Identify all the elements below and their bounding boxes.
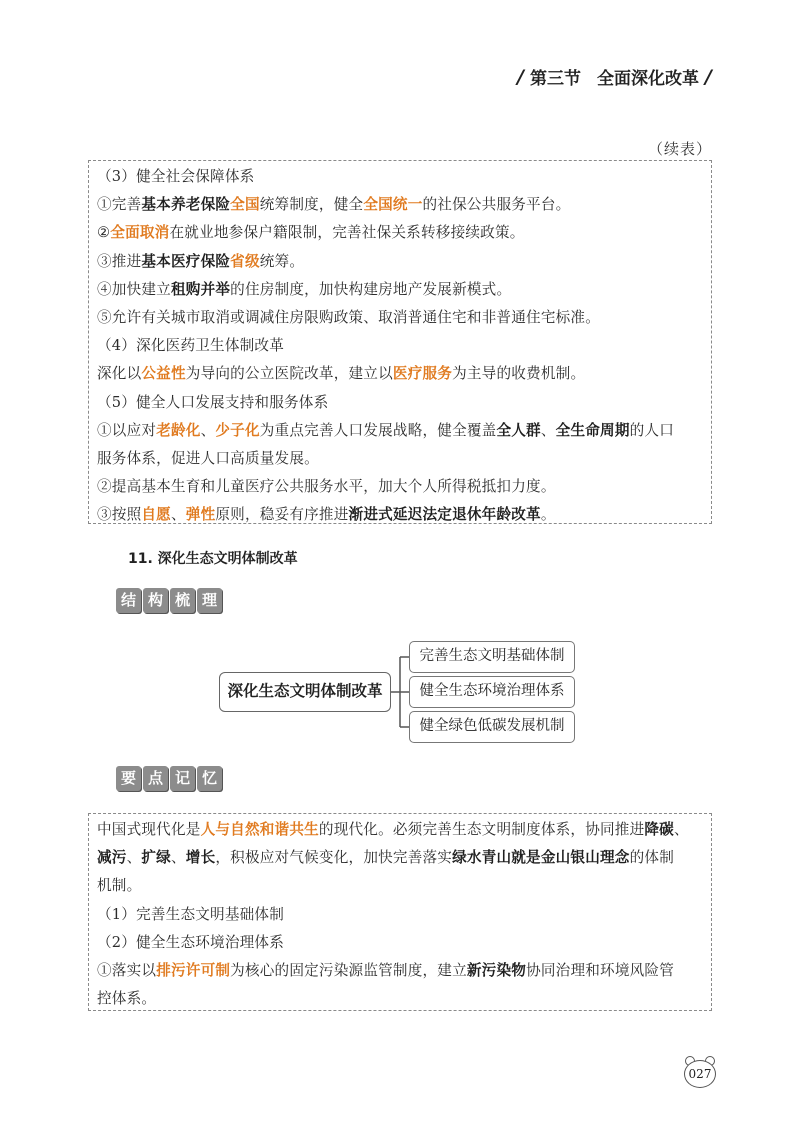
mindmap-node-3: 健全绿色低碳发展机制 bbox=[409, 711, 575, 743]
mindmap-node-1: 完善生态文明基础体制 bbox=[409, 641, 575, 673]
body-text: 的社保公共服务平台。 bbox=[422, 196, 571, 214]
tag1-char: 理 bbox=[197, 588, 222, 613]
bold-text: 基本医疗保险 bbox=[141, 252, 231, 270]
body-text: （2）健全生态环境治理体系 bbox=[97, 933, 285, 951]
body-text: ③推进 bbox=[97, 252, 142, 270]
continued-label: （续表） bbox=[647, 140, 712, 158]
body-text: 服务体系，促进人口高质量发展。 bbox=[97, 450, 319, 468]
tag1-char: 构 bbox=[143, 588, 168, 613]
highlight-text: 省级 bbox=[230, 252, 260, 270]
highlight-text: 人与自然和谐共生 bbox=[200, 821, 319, 838]
section-title: 11. 深化生态文明体制改革 bbox=[128, 551, 298, 567]
body-text: 为主导的收费机制。 bbox=[452, 365, 586, 383]
body-text: （3）健全社会保障体系 bbox=[97, 168, 255, 185]
body-text: 、 bbox=[540, 421, 556, 439]
box2-line bbox=[97, 816, 703, 844]
body-text: 原则，稳妥有序推进 bbox=[215, 506, 349, 524]
body-text: 、 bbox=[673, 821, 689, 838]
bold-text: 全生命周期 bbox=[555, 421, 630, 439]
bold-text: 扩绿 bbox=[141, 849, 171, 867]
body-text: ①落实以 bbox=[97, 962, 157, 980]
body-text: 为导向的公立医院改革，建立以 bbox=[185, 365, 393, 383]
box2-line bbox=[97, 872, 703, 900]
body-text: ，积极应对气候变化，加快完善落实 bbox=[215, 849, 453, 867]
body-text: 。 bbox=[540, 506, 556, 524]
bold-text: 全人群 bbox=[496, 421, 541, 439]
highlight-text: 弹性 bbox=[185, 506, 216, 524]
tag1-char: 结 bbox=[116, 588, 141, 613]
body-text: （1）完善生态文明基础体制 bbox=[97, 905, 285, 923]
page-number-badge bbox=[684, 1056, 718, 1090]
body-text: 协同治理和环境风险管 bbox=[526, 962, 675, 980]
body-text: 在就业地参保户籍限制，完善社保关系转移接续政策。 bbox=[169, 224, 525, 242]
body-text: 中国式现代化是 bbox=[97, 821, 201, 838]
key-points-tag bbox=[116, 766, 222, 791]
body-text: ③按照 bbox=[97, 506, 142, 524]
tag1-char: 梳 bbox=[170, 588, 195, 613]
bold-text: 渐进式延迟法定退休年龄改革 bbox=[348, 506, 541, 524]
bold-text: 减污 bbox=[97, 849, 127, 867]
page-number: 027 bbox=[684, 1060, 716, 1088]
body-text: ② bbox=[97, 224, 111, 242]
body-text: （4）深化医药卫生体制改革 bbox=[97, 337, 285, 355]
body-text: ①完善 bbox=[97, 196, 142, 214]
body-text: ④加快建立 bbox=[97, 280, 171, 298]
tag2-char: 点 bbox=[143, 766, 168, 791]
body-text: 、 bbox=[200, 421, 216, 439]
box2-line bbox=[97, 929, 703, 957]
body-text: 的体制 bbox=[629, 849, 674, 867]
body-text: 、 bbox=[170, 849, 186, 867]
header-title: 全面深化改革 bbox=[597, 69, 700, 89]
body-text: 的现代化。必须完善生态文明制度体系，协同推进 bbox=[318, 821, 645, 838]
highlight-text: 排污许可制 bbox=[156, 962, 231, 980]
body-text: （5）健全人口发展支持和服务体系 bbox=[97, 393, 329, 411]
tag2-char: 要 bbox=[116, 766, 141, 791]
body-text: 机制。 bbox=[97, 877, 142, 895]
body-text: 深化以 bbox=[97, 365, 142, 383]
body-text: 、 bbox=[170, 506, 186, 524]
bold-text: 租购并举 bbox=[170, 280, 231, 298]
highlight-text: 医疗服务 bbox=[392, 365, 453, 383]
mindmap-node-2: 健全生态环境治理体系 bbox=[409, 676, 575, 708]
mindmap-root: 深化生态文明体制改革 bbox=[219, 672, 391, 712]
body-text: 、 bbox=[126, 849, 142, 867]
box2-line bbox=[97, 844, 703, 872]
box2-line bbox=[97, 985, 703, 1013]
tag2-char: 忆 bbox=[197, 766, 222, 791]
bold-text: 新污染物 bbox=[466, 962, 527, 980]
body-text: 控体系。 bbox=[97, 990, 157, 1008]
box2-line bbox=[97, 901, 703, 929]
highlight-text: 全面取消 bbox=[110, 224, 170, 242]
highlight-text: 少子化 bbox=[215, 421, 260, 439]
header-section: 第三节 bbox=[530, 69, 582, 89]
body-text: 统筹制度，健全 bbox=[259, 196, 364, 214]
box2-line bbox=[97, 957, 703, 985]
highlight-text: 老龄化 bbox=[156, 421, 201, 439]
bold-text: 增长 bbox=[185, 849, 216, 867]
body-text: ②提高基本生育和儿童医疗公共服务水平，加大个人所得税抵扣力度。 bbox=[97, 478, 556, 496]
highlight-text: 全国统一 bbox=[363, 196, 423, 214]
bold-text: 降碳 bbox=[644, 821, 674, 838]
body-text: 的人口 bbox=[629, 421, 675, 439]
highlight-text: 自愿 bbox=[141, 506, 171, 524]
body-text: 统筹。 bbox=[259, 252, 305, 270]
header-slash-left: / bbox=[517, 65, 525, 88]
body-text: 为重点完善人口发展战略，健全覆盖 bbox=[259, 421, 497, 439]
bold-text: 绿水青山就是金山银山理念 bbox=[452, 849, 630, 867]
body-text: 的住房制度，加快构建房地产发展新模式。 bbox=[230, 280, 512, 298]
highlight-text: 公益性 bbox=[141, 365, 186, 383]
bold-text: 基本养老保险 bbox=[141, 196, 231, 214]
header-slash-right: / bbox=[705, 65, 712, 88]
body-text: ⑤允许有关城市取消或调减住房限购政策、取消普通住宅和非普通住宅标准。 bbox=[97, 309, 600, 327]
highlight-text: 全国 bbox=[230, 196, 260, 214]
body-text: 为核心的固定污染源监管制度，建立 bbox=[230, 962, 467, 980]
tag2-char: 记 bbox=[170, 766, 195, 791]
ecology-box bbox=[88, 813, 712, 1011]
body-text: ①以应对 bbox=[97, 421, 157, 439]
